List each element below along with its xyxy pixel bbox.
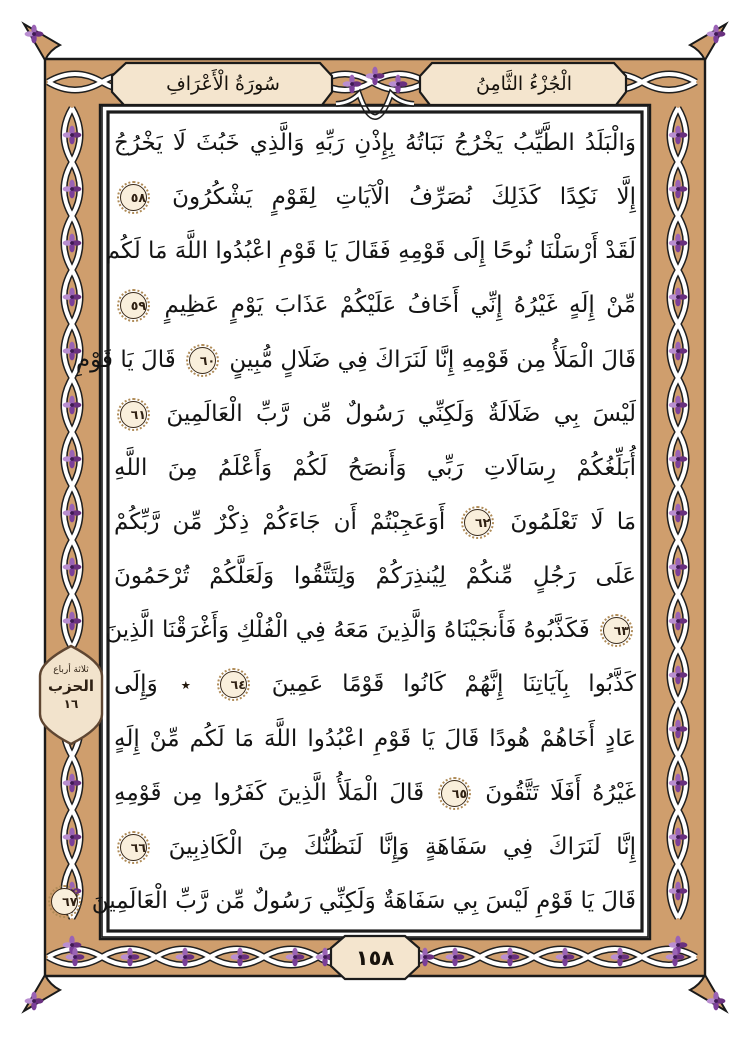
quran-line [114,387,636,441]
ayah-text: قَالَ يَا قَوْمِ لَيْسَ بِي سَفَاهَةٌ وَلَكِنِّي رَسُولٌ مِّن رَّبِّ الْعَالَمِينَ [91,887,636,914]
ayah-text: لَقَدْ أَرْسَلْنَا نُوحًا إِلَى قَوْمِهِ فَقَالَ يَا قَوْمِ اعْبُدُوا اللَّهَ مَا لَكُم [105,238,636,265]
ayah-text: أُبَلِّغُكُمْ رِسَالَاتِ رَبِّي وَأَنصَحُ لَكُمْ وَأَعْلَمُ مِنَ اللَّهِ [114,454,636,481]
hizb-marker-fraction: ثلاثة أرباع [53,665,89,675]
quran-line [105,224,636,278]
hizb-marker-number: ١٦ [63,697,79,711]
quran-line [114,549,636,603]
quran-line [114,766,636,820]
quran-line [75,333,636,387]
verse-end-medallion: ٥٩ [120,292,147,319]
verse-end-medallion: ٦٠ [189,347,216,374]
ayah-text: مِّنْ إِلَهٍ غَيْرُهُ إِنِّي أَخَافُ عَلَيْكُمْ عَذَابَ يَوْمٍ عَظِيمٍ [164,292,637,319]
verse-end-medallion: ٦٥ [441,780,468,807]
ayah-text: عَلَى رَجُلٍ مِّنكُمْ لِيُنذِرَكُمْ وَلِتَتَّقُوا وَلَعَلَّكُمْ تُرْحَمُونَ [114,563,636,590]
verse-end-medallion: ٦٢ [464,509,491,536]
quran-line [114,820,636,874]
verse-end-medallion: ٦١ [120,401,147,428]
ayah-text: وَالْبَلَدُ الطَّيِّبُ يَخْرُجُ نَبَاتُهُ بِإِذْنِ رَبِّهِ وَالَّذِي خَبُثَ لَا يَخْرُجُ [114,130,636,156]
page-number: ١٥٨ [355,946,395,970]
ayah-text: قَالَ يَا قَوْمِ [75,346,176,373]
ayah-text: إِنَّا لَنَرَاكَ فِي سَفَاهَةٍ وَإِنَّا لَنَظُنُّكَ مِنَ الْكَاذِبِينَ [168,833,636,860]
verse-end-medallion: ٥٨ [120,184,147,211]
quran-line [62,874,636,928]
surah-title: سُورَةُ الْأَعْرَافِ [166,73,280,95]
hizb-marker-word: الحزب [48,677,94,695]
quran-line [114,170,636,224]
hizb-marker [40,664,102,712]
quran-line [114,278,636,332]
verse-end-medallion: ٦٧ [51,888,78,915]
ayah-text: قَالَ الْمَلَأُ الَّذِينَ كَفَرُوا مِن قَوْمِهِ [114,779,425,806]
ayah-text: لَيْسَ بِي ضَلَالَةٌ وَلَكِنِّي رَسُولٌ مِّن رَّبِّ الْعَالَمِينَ [166,400,636,427]
rub-el-hizb-star-icon: ٭ [180,673,191,696]
ayah-text: فَكَذَّبُوهُ فَأَنجَيْنَاهُ وَالَّذِينَ مَعَهُ فِي الْفُلْكِ وَأَغْرَقْنَا الَّذِينَ [105,617,590,644]
ayah-text: عَادٍ أَخَاهُمْ هُودًا قَالَ يَا قَوْمِ اعْبُدُوا اللَّهَ مَا لَكُم مِّنْ إِلَهٍ [114,725,636,752]
ayah-text: غَيْرُهُ أَفَلَا تَتَّقُونَ [485,779,637,806]
verse-end-medallion: ٦٦ [120,834,147,861]
ayah-text: إِلَّا نَكِدًا كَذَلِكَ نُصَرِّفُ الْآيَاتِ لِقَوْمٍ يَشْكُرُونَ [172,184,636,211]
quran-line [114,441,636,495]
ayah-text: مَا لَا تَعْلَمُونَ [510,508,637,535]
quran-line [114,657,636,711]
quran-line [114,712,636,766]
ayah-text: وَإِلَى [114,671,158,698]
ayah-text: كَذَّبُوا بِآيَاتِنَا إِنَّهُمْ كَانُوا قَوْمًا عَمِينَ [271,671,637,698]
verse-end-medallion: ٦٤ [220,671,247,698]
quran-line [105,603,636,657]
ayah-text: قَالَ الْمَلَأُ مِن قَوْمِهِ إِنَّا لَنَرَاكَ فِي ضَلَالٍ مُّبِينٍ [229,346,636,373]
ayah-text: أَوَعَجِبْتُمْ أَن جَاءَكُمْ ذِكْرٌ مِّن رَّبِّكُمْ [114,508,446,535]
quran-line [114,495,636,549]
juz-title: الْجُزْءُ الثَّامِنُ [475,73,573,95]
quran-line [114,116,636,170]
verse-end-medallion: ٦٣ [603,617,630,644]
